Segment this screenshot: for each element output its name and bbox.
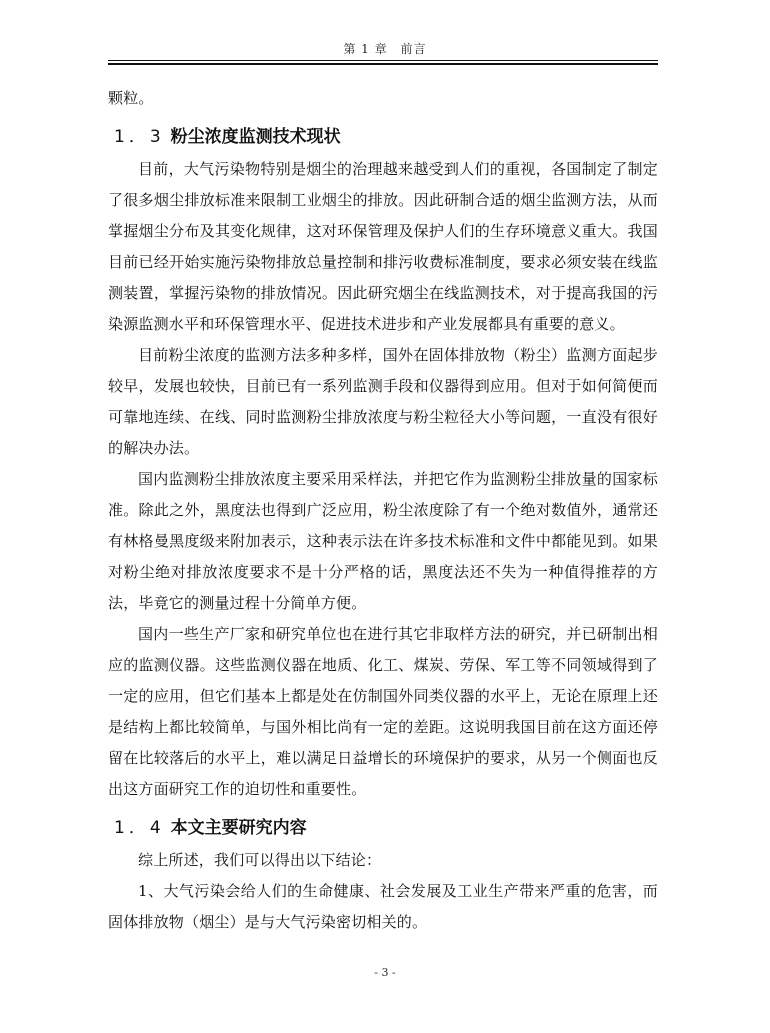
continued-text: 颗粒。 (108, 89, 154, 107)
section-title: 本文主要研究内容 (170, 818, 307, 838)
paragraph: 国内一些生产厂家和研究单位也在进行其它非取样方法的研究，并已研制出相应的监测仪器。这些监测仪器在地质、化工、煤炭、劳保、军工等不同领域得到了一定的应用，但它们基本上都是处在仿制国外同类仪器的水平上，无论在原理上还是结构上都比较简单，与国外相比尚有一定的差距。这说明我国目前在这方面还停留在比较落后的水平上，难以满足日益增长的环境保护的要求，从另一个侧面也反出这方面研究工作的迫切性和重要性。 (108, 625, 658, 798)
section-heading-1-3 (108, 120, 658, 154)
running-header: 第 1 章 前言 (343, 42, 427, 56)
section-number: 1．3 (114, 127, 165, 147)
page-body (108, 83, 658, 938)
paragraph: 目前粉尘浓度的监测方法多种多样，国外在固体排放物（粉尘）监测方面起步较早，发展也较快，目前已有一系列监测手段和仪器得到应用。但对于如何简便而可靠地连续、在线、同时监测粉尘排放浓度与粉尘粒径大小等问题，一直没有很好的解决办法。 (108, 346, 658, 457)
section-number: 1．4 (114, 818, 165, 838)
page-number: - 3 - (374, 966, 396, 979)
paragraph: 综上所述，我们可以得出以下结论： (138, 851, 382, 869)
paragraph: 国内监测粉尘排放浓度主要采用采样法，并把它作为监测粉尘排放量的国家标准。除此之外，黑度法也得到广泛应用，粉尘浓度除了有一个绝对数值外，通常还有林格曼黑度级来附加表示，这种表示法在许多技术标准和文件中都能见到。如果对粉尘绝对排放浓度要求不是十分严格的话，黑度法还不失为一种值得推荐的方法，毕竟它的测量过程十分简单方便。 (108, 470, 658, 612)
header-rule-thin (108, 60, 658, 61)
section-heading-1-4 (108, 811, 658, 845)
header-rule-thick (108, 63, 658, 65)
paragraph: 目前，大气污染物特别是烟尘的治理越来越受到人们的重视，各国制定了制定了很多烟尘排放标准来限制工业烟尘的排放。因此研制合适的烟尘监测方法，从而掌握烟尘分布及其变化规律，这对环保管理及保护人们的生存环境意义重大。我国目前已经开始实施污染物排放总量控制和排污收费标准制度，要求必须安装在线监测装置，掌握污染物的排放情况。因此研究烟尘在线监测技术，对于提高我国的污染源监测水平和环保管理水平、促进技术进步和产业发展都具有重要的意义。 (108, 160, 658, 333)
paragraph: 1、大气污染会给人们的生命健康、社会发展及工业生产带来严重的危害，而固体排放物（烟尘）是与大气污染密切相关的。 (108, 882, 658, 931)
section-title: 粉尘浓度监测技术现状 (170, 127, 341, 147)
